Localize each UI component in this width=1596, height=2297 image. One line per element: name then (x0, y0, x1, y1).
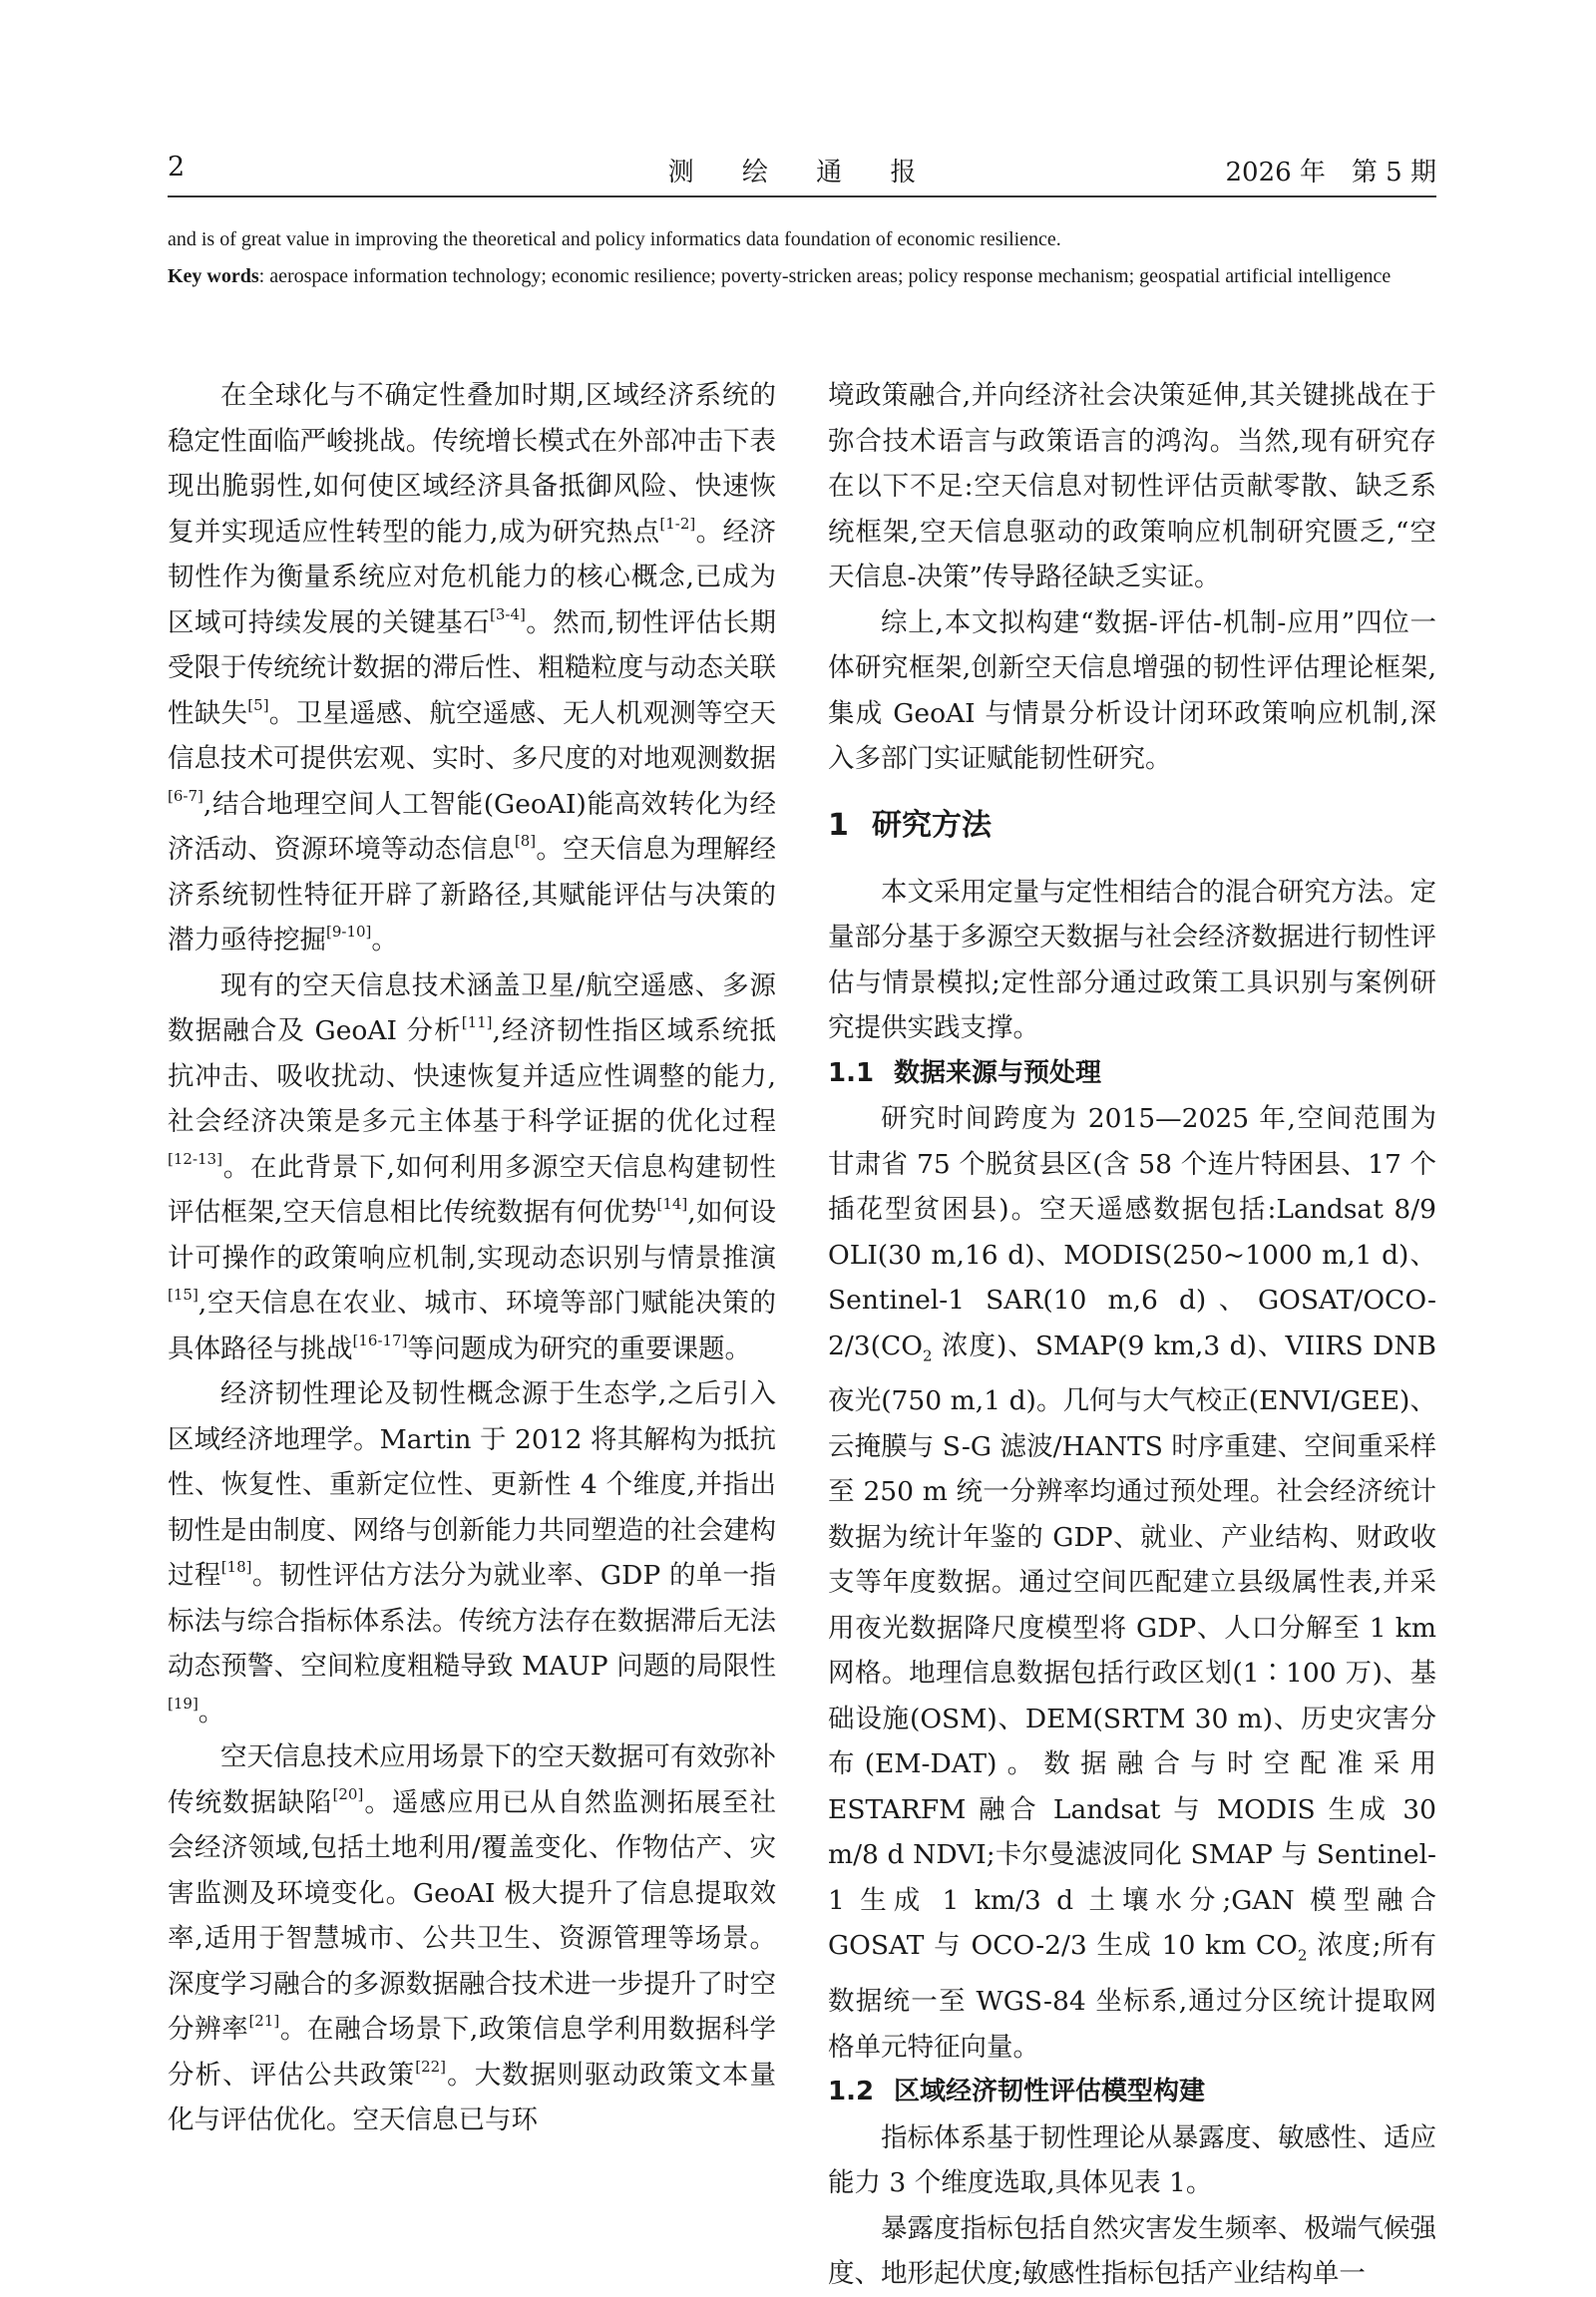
page-number: 2 (168, 152, 186, 183)
subscript: 2 (1297, 1946, 1308, 1965)
paragraph: 现有的空天信息技术涵盖卫星/航空遥感、多源数据融合及 GeoAI 分析[11],经济韧性指区域系统抵抗冲击、吸收扰动、快速恢复并适应性调整的能力,社会经济决策是多元主体基于科学证据的优化过程[12-13]。在此背景下,如何利用多源空天信息构建韧性评估框架,空天信息相比传统数据有何优势[14],如何设计可操作的政策响应机制,实现动态识别与情景推演[15],空天信息在农业、城市、环境等部门赋能决策的具体路径与挑战[16-17]等问题成为研究的重要课题。 (168, 969, 776, 1364)
right-column (828, 373, 1436, 2297)
citation: [1-2] (659, 514, 696, 533)
subsection-heading: 1.2 区域经济韧性评估模型构建 (828, 2077, 1206, 2107)
citation: [6-7] (168, 786, 203, 805)
paragraph: 空天信息技术应用场景下的空天数据可有效弥补传统数据缺陷[20]。遥感应用已从自然监测拓展至社会经济领域,包括土地利用/覆盖变化、作物估产、灾害监测及环境变化。GeoAI 极大提升了信息提取效率,适用于智慧城市、公共卫生、资源管理等场景。深度学习融合的多源数据融合技术进一步提升了时空分辨率[21]。在融合场景下,政策信息学利用数据科学分析、评估公共政策[22]。大数据则驱动政策文本量化与评估优化。空天信息已与环 (168, 1741, 777, 2135)
citation: [9-10] (326, 923, 372, 941)
paragraph: 暴露度指标包括自然灾害发生频率、极端气候强度、地形起伏度;敏感性指标包括产业结构单一 (828, 2212, 1436, 2290)
citation: [19] (168, 1694, 199, 1713)
citation: [12-13] (168, 1149, 222, 1168)
citation: [11] (461, 1013, 493, 1031)
paragraph: 研究时间跨度为 2015—2025 年,空间范围为甘肃省 75 个脱贫县区(含 58 个连片特困县、17 个插花型贫困县)。空天遥感数据包括:Landsat 8/9 OLI(30 m,16 d)、MODIS(250~1000 m,1 d)、Sentinel-1 SAR(10 m,6 d)、GOSAT/$OCO-2/3(CO_2$ 浓度)、SMAP(9 km,3 d)、VIIRS DNB 夜光(750 m,1 d)。几何与大气校正(ENVI/GEE)、云掩膜与 S-G 滤波/HANTS 时序重建、空间重采样至 250 m 统一分辨率均通过预处理。社会经济统计数据为统计年鉴的 GDP、就业、产业结构、财政收支等年度数据。通过空间匹配建立县级属性表,并采用夜光数据降尺度模型将 GDP、人口分解至 1 km 网格。地理信息数据包括行政区划(1∶100 万)、基础设施(OSM)、DEM(SRTM 30 m)、历史灾害分布(EM-DAT)。数据融合与时空配准采用 ESTARFM 融合 Landsat 与 MODIS 生成 30 m/8 d NDVI;卡尔曼滤波同化 SMAP 与 Sentinel-1 生成 1 km/3 d 土壤水分;GAN 模型融合 GOSAT 与 OCO-2/3 生成 10 km $CO_2$ 浓度;所有数据统一至 WGS-84 坐标系,通过分区统计提取网格单元特征向量。 (828, 1103, 1436, 2063)
section-heading: 1 研究方法 (828, 807, 992, 843)
subscript: 2 (923, 1345, 933, 1364)
citation: [21] (248, 2012, 280, 2030)
paragraph: 本文采用定量与定性相结合的混合研究方法。定量部分基于多源空天数据与社会经济数据进行韧性评估与情景模拟;定性部分通过政策工具识别与案例研究提供实践支撑。 (828, 876, 1436, 1043)
keywords (168, 258, 1436, 295)
paragraph: 指标体系基于韧性理论从暴露度、敏感性、适应能力 3 个维度选取,具体见表 1。 (828, 2121, 1436, 2199)
citation: [3-4] (490, 604, 526, 623)
citation: [16-17] (352, 1331, 408, 1349)
citation: [18] (220, 1558, 252, 1576)
paragraph: 境政策融合,并向经济社会决策延伸,其关键挑战在于弥合技术语言与政策语言的鸿沟。当然,现有研究存在以下不足:空天信息对韧性评估贡献零散、缺乏系统框架,空天信息驱动的政策响应机制研究匮乏,“空天信息-决策”传导路径缺乏实证。 (828, 380, 1436, 592)
citation: [8] (514, 832, 537, 850)
citation: [22] (415, 2057, 447, 2076)
citation: [14] (656, 1195, 688, 1213)
citation: [20] (332, 1784, 364, 1803)
paragraph: 经济韧性理论及韧性概念源于生态学,之后引入区域经济地理学。Martin 于 2012 将其解构为抵抗性、恢复性、重新定位性、更新性 4 个维度,并指出韧性是由制度、网络与创新能力共同塑造的社会建构过程[18]。韧性评估方法分为就业率、GDP 的单一指标法与综合指标体系法。传统方法存在数据滞后无法动态预警、空间粒度粗糙导致 MAUP 问题的局限性[19]。 (168, 1378, 776, 1727)
left-column (168, 373, 776, 2143)
abstract-tail (168, 221, 1436, 295)
subsection-heading: 1.1 数据来源与预处理 (828, 1057, 1102, 1088)
paragraph: 在全球化与不确定性叠加时期,区域经济系统的稳定性面临严峻挑战。传统增长模式在外部冲击下表现出脆弱性,如何使区域经济具备抵御风险、快速恢复并实现适应性转型的能力,成为研究热点[1-2]。经济韧性作为衡量系统应对危机能力的核心概念,已成为区域可持续发展的关键基石[3-4]。然而,韧性评估长期受限于传统统计数据的滞后性、粗糙粒度与动态关联性缺失[5]。卫星遥感、航空遥感、无人机观测等空天信息技术可提供宏观、实时、多尺度的对地观测数据[6-7],结合地理空间人工智能(GeoAI)能高效转化为经济活动、资源环境等动态信息[8]。空天信息为理解经济系统韧性特征开辟了新路径,其赋能评估与决策的潜力亟待挖掘[9-10]。 (168, 380, 777, 956)
issue-info: 2026 年 第 5 期 (1225, 158, 1436, 188)
header-rule (168, 195, 1436, 197)
running-header (168, 148, 1436, 191)
citation: [5] (247, 695, 269, 714)
keywords-text: : aerospace information technology; economic resilience; poverty-stricken areas; policy response mechanism; geospatial artificial intelligence (258, 265, 1392, 287)
paragraph: 综上,本文拟构建“数据-评估-机制-应用”四位一体研究框架,创新空天信息增强的韧性评估理论框架,集成 GeoAI 与情景分析设计闭环政策响应机制,深入多部门实证赋能韧性研究。 (828, 606, 1436, 774)
journal-name: 测 绘 通 报 (667, 158, 937, 188)
abstract-last-line: and is of great value in improving the theoretical and policy informatics data foundation of economic resilience. (168, 228, 1061, 250)
keywords-label: Key words (168, 265, 259, 287)
citation: [15] (168, 1286, 199, 1304)
